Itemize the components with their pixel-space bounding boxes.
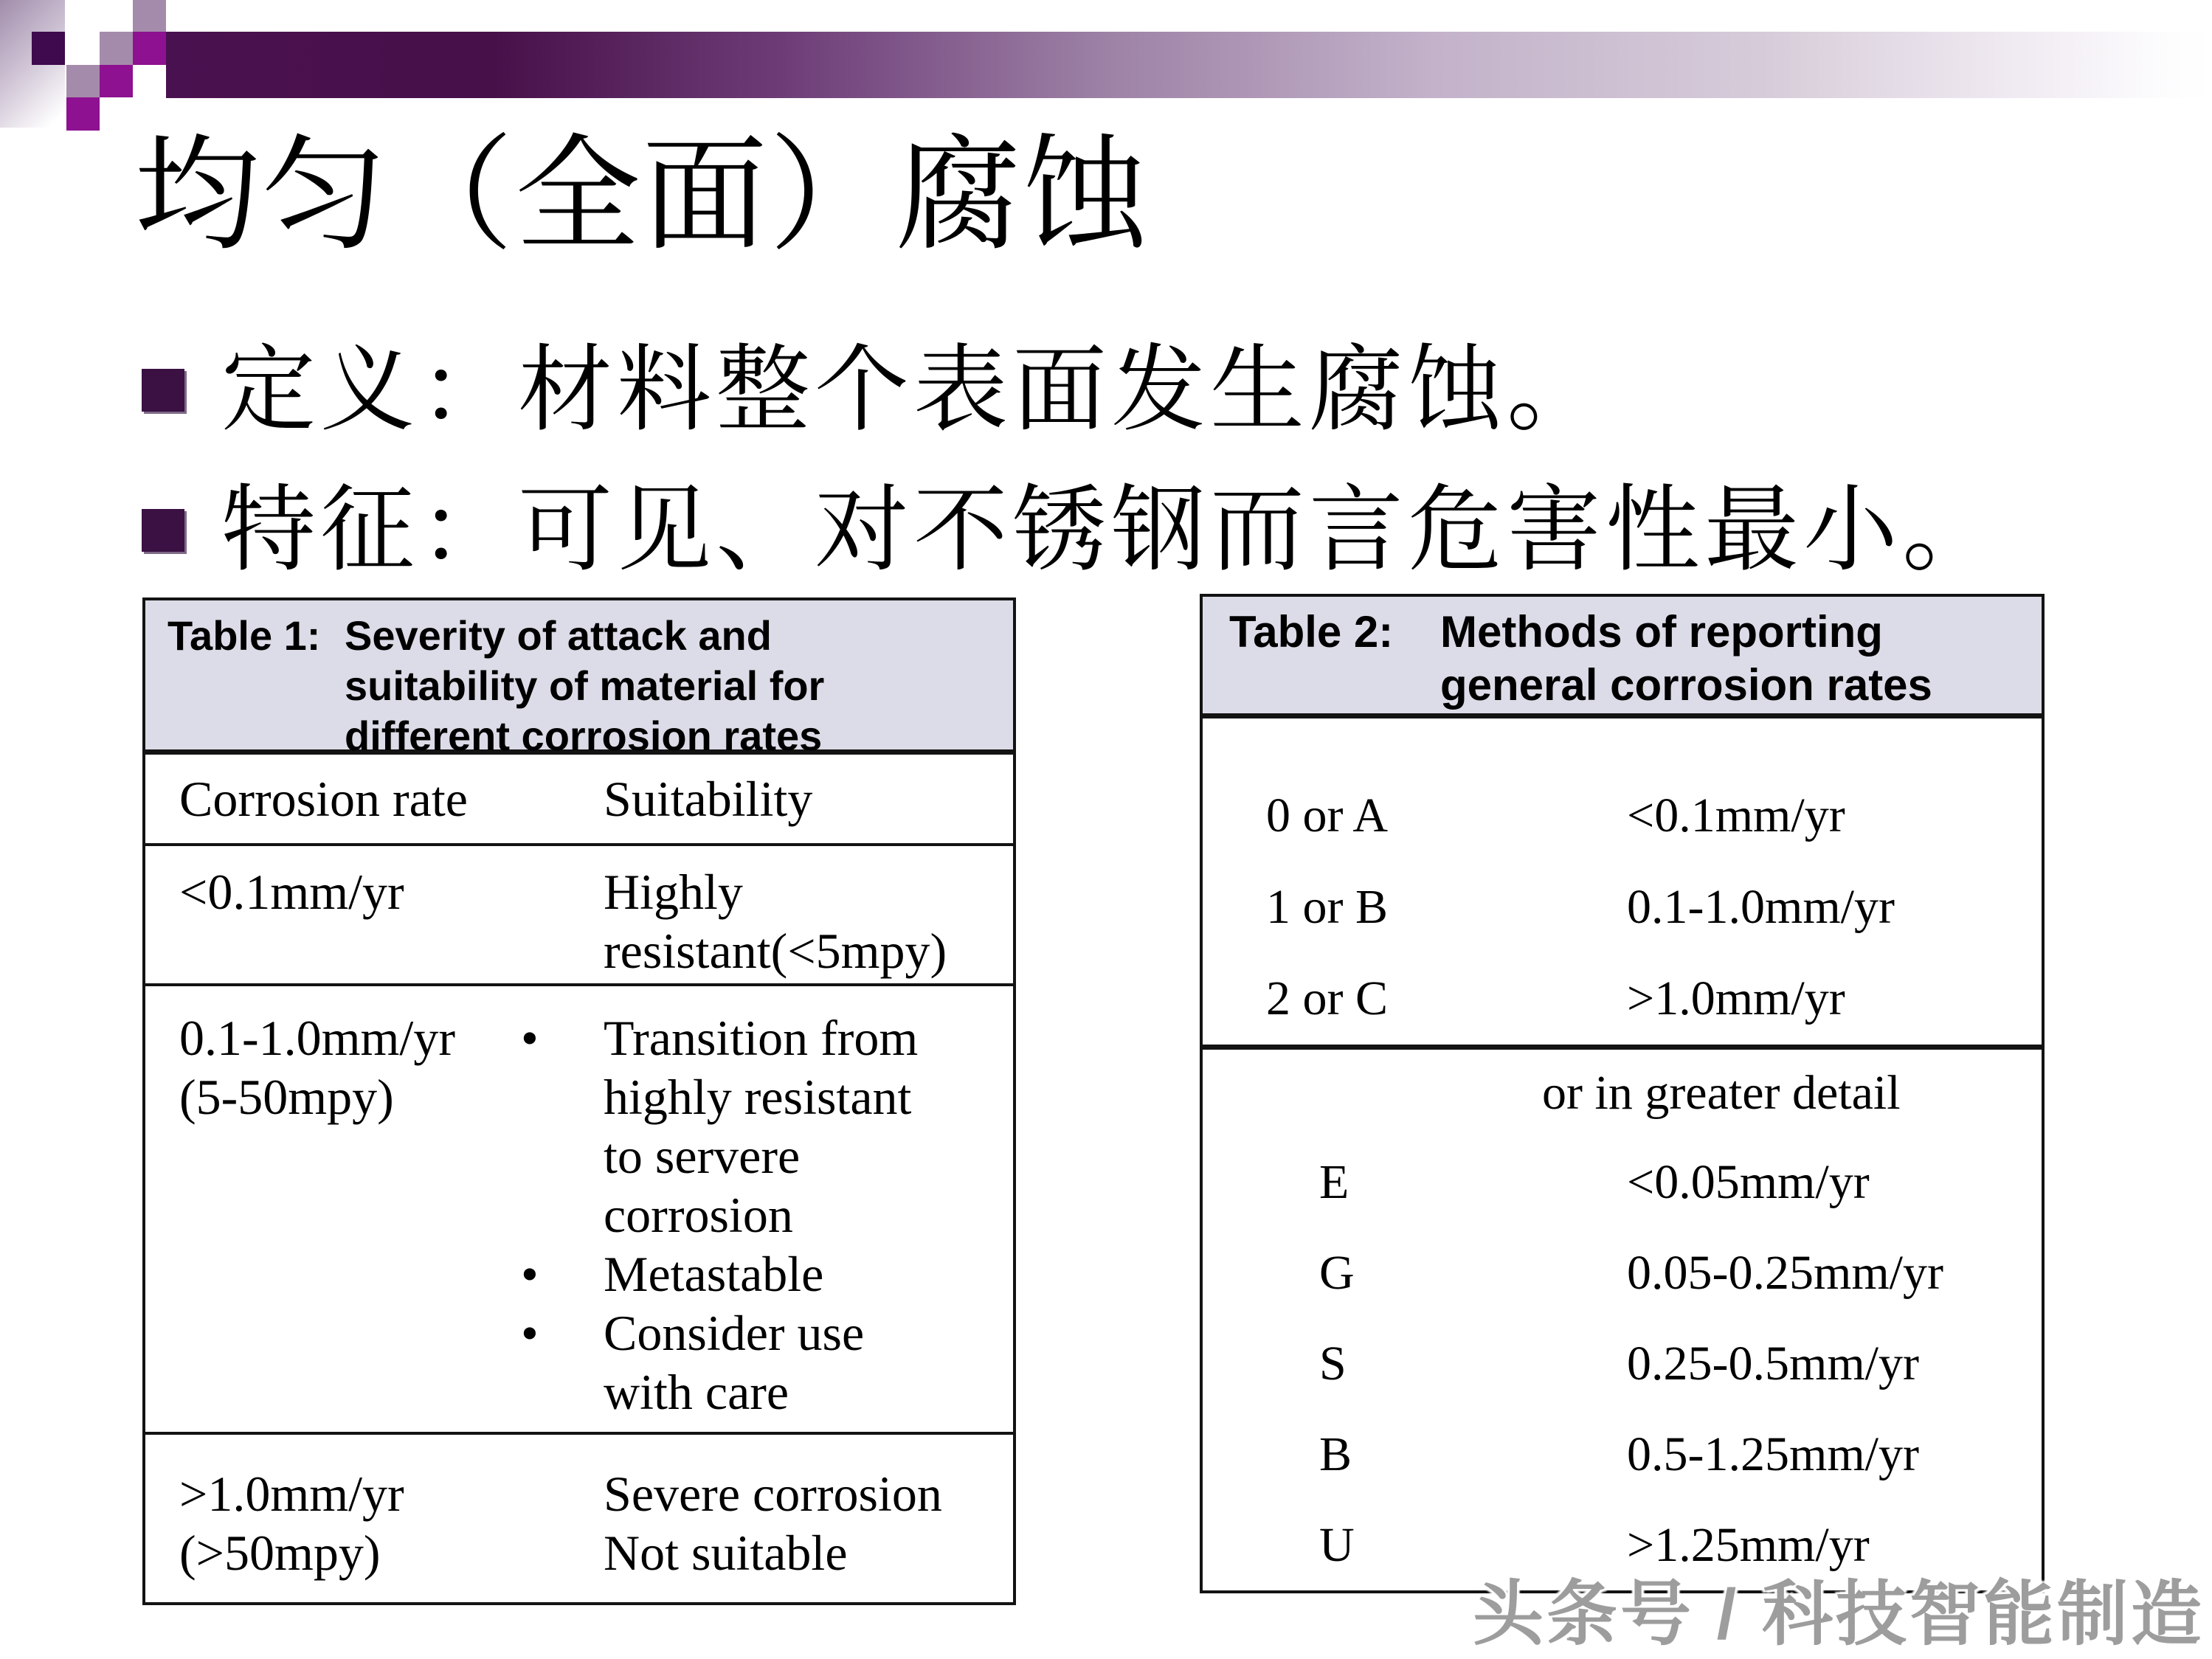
table-row [1203, 862, 2042, 953]
decor-square-dark [32, 32, 65, 65]
table-2-caption: Methods of reporting general corrosion rates [1440, 607, 1932, 710]
table-1-label: Table 1: [167, 612, 321, 659]
cell-rate: 0.05-0.25mm/yr [1627, 1246, 1943, 1300]
suitability-bullet-item: • Consider use with care [604, 1303, 1013, 1421]
decor-square-magenta [100, 65, 133, 97]
table-row [1203, 770, 2042, 862]
suitability-bullet-item: • Metastable [604, 1244, 1013, 1303]
table-row [145, 1435, 1013, 1595]
table-1-header [145, 600, 1013, 759]
table-row [1203, 1137, 2042, 1227]
square-bullet-icon [142, 509, 184, 552]
decor-square-mauve [66, 65, 100, 97]
table-row [1203, 953, 2042, 1045]
cell-suitability: Highly resistant(<5mpy) [604, 864, 947, 979]
detail-section-heading: or in greater detail [1542, 1066, 1901, 1120]
table-2-label: Table 2: [1229, 607, 1394, 657]
watermark-text: 头条号 / 科技智能制造 [1472, 1575, 2205, 1654]
table-1-column-headers [145, 755, 1013, 846]
banner-gradient-bar [166, 32, 2212, 98]
decor-square-mauve [133, 0, 166, 32]
cell-corrosion-rate: 0.1-1.0mm/yr (5-50mpy) [179, 1010, 455, 1125]
cell-suitability [604, 1008, 1013, 1432]
cell-rate: <0.05mm/yr [1627, 1155, 1870, 1209]
table-row [145, 986, 1013, 1435]
bullet-text: 特征：可见、对不锈钢而言危害性最小。 [221, 478, 2002, 583]
bullet-text: 定义：材料整个表面发生腐蚀。 [221, 338, 1606, 443]
cell-code: 1 or B [1266, 880, 1388, 934]
cell-corrosion-rate: >1.0mm/yr (>50mpy) [179, 1466, 404, 1581]
cell-code: 0 or A [1266, 789, 1388, 842]
cell-rate: <0.1mm/yr [1627, 789, 1845, 842]
cell-rate: 0.5-1.25mm/yr [1627, 1427, 1919, 1481]
cell-code: 2 or C [1266, 971, 1388, 1025]
cell-rate: >1.0mm/yr [1627, 971, 1845, 1025]
cell-suitability: Severe corrosion Not suitable [604, 1466, 942, 1581]
bullet-item-definition [142, 333, 1606, 448]
cell-code: U [1319, 1518, 1355, 1572]
table-2-simple-section [1203, 718, 2042, 1045]
table-1-severity-of-attack [142, 598, 1016, 1605]
column-header-suitability: Suitability [604, 770, 813, 827]
square-bullet-icon [142, 369, 184, 412]
table-2-reporting-methods [1200, 594, 2045, 1593]
bullet-item-characteristic [142, 474, 2001, 588]
cell-code: G [1319, 1246, 1355, 1300]
suitability-bullet-item: • Transition from highly resistant to servere corrosion [604, 1008, 1013, 1244]
decor-square-mauve [100, 32, 133, 65]
table-2-detail-section [1203, 1050, 2042, 1590]
cell-code: S [1319, 1337, 1347, 1390]
cell-rate: >1.25mm/yr [1627, 1518, 1870, 1572]
page-title: 均匀（全面）腐蚀 [134, 127, 1150, 266]
table-row [1203, 1409, 2042, 1500]
decor-square-magenta [133, 32, 166, 65]
cell-corrosion-rate: <0.1mm/yr [179, 864, 404, 920]
cell-code: B [1319, 1427, 1352, 1481]
table-2-header [1203, 597, 2042, 718]
table-row [145, 846, 1013, 986]
decor-square-magenta [66, 97, 100, 131]
table-2-section-divider [1203, 1045, 2042, 1050]
cell-rate: 0.1-1.0mm/yr [1627, 880, 1895, 934]
cell-rate: 0.25-0.5mm/yr [1627, 1337, 1919, 1390]
table-row [1203, 1318, 2042, 1409]
table-row [1203, 1227, 2042, 1318]
column-header-corrosion-rate: Corrosion rate [179, 770, 468, 827]
table-1-caption: Severity of attack and suitability of material for different corrosion rates [345, 612, 825, 759]
cell-code: E [1319, 1155, 1349, 1209]
